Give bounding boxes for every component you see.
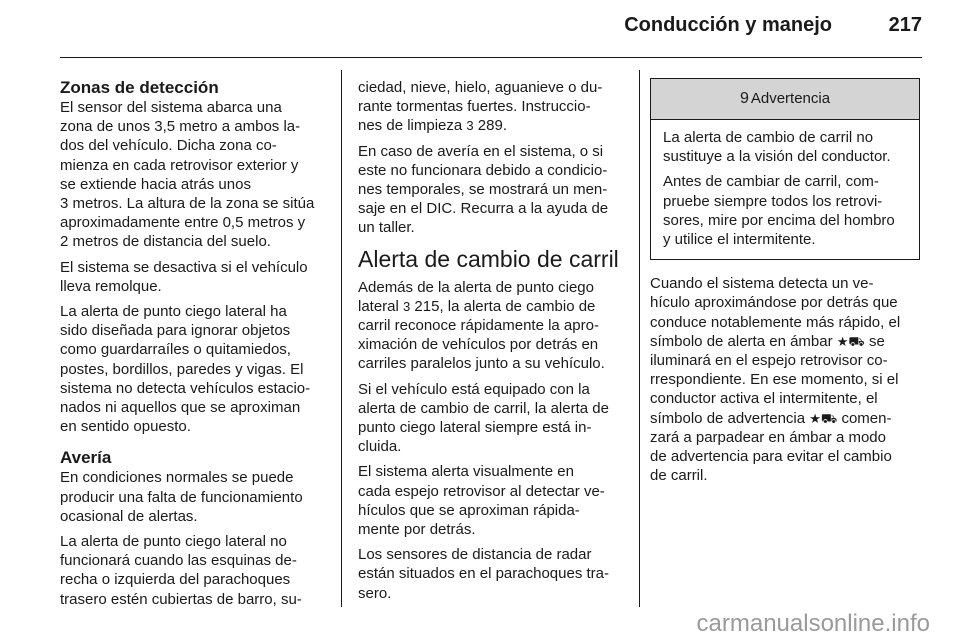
warning-header: [651, 79, 919, 120]
page-ref[interactable]: 215, la alerta de cambio de carril reconoce rápidamente la apro- ximación de vehículos por detrás en carriles paralelos junto a su vehículo.: [358, 297, 605, 373]
paragraph: En caso de avería en el sistema, o si este no funcionara debido a condicio- nes temporales, se mostrará un men- saje en el DIC. Recurra a la ayuda de un taller.: [358, 142, 609, 237]
paragraph: Los sensores de distancia de radar están situados en el parachoques tra- sero.: [358, 546, 609, 602]
paragraph: El sistema se desactiva si el vehículo lleva remolque.: [60, 258, 308, 295]
column-divider-1: [341, 70, 342, 607]
paragraph: La alerta de punto ciego lateral no funcionará cuando las esquinas de- recha o izquierda del parachoques trasero estén cubiertas de barro, su-: [60, 533, 302, 608]
warning-body: [651, 120, 919, 259]
paragraph: La alerta de punto ciego lateral ha sido diseñada para ignorar objetos como guardarraíles o quitamiedos, postes, bordillos, paredes y vigas. El sistema no detecta vehículos estacio- nados ni aquellos que se aproximan en sentido opuesto.: [60, 303, 311, 436]
heading-fault: Avería: [60, 448, 112, 468]
warning-icon: 9: [739, 90, 749, 108]
page-header-title: Conducción y manejo: [624, 14, 832, 36]
paragraph-text: ciedad, nieve, hielo, aguanieve o du- rante tormentas fuertes. Instruccio- nes de limpieza: [358, 79, 603, 135]
paragraph: En condiciones normales se puede producir una falta de funcionamiento ocasional de alertas.: [60, 469, 303, 525]
paragraph-text: Además de la alerta de punto ciego lateral: [358, 278, 594, 315]
paragraph: [650, 274, 920, 485]
paragraph-text: comen- zará a parpadear en ámbar a modo de advertencia para evitar el cambio de carril.: [650, 409, 892, 485]
warning-box: [650, 78, 920, 260]
lane-alert-icon: ★⛟: [836, 333, 865, 349]
column-2: [358, 78, 628, 609]
watermark: carmanualsonline.info: [696, 610, 930, 637]
paragraph: Si el vehículo está equipado con la alerta de cambio de carril, la alerta de punto ciego lateral siempre está in- cluida.: [358, 380, 609, 456]
page-number: 217: [888, 14, 922, 36]
reference-arrow-icon: 3: [466, 118, 474, 134]
warning-paragraph: La alerta de cambio de carril no sustituye a la visión del conductor.: [663, 129, 891, 166]
paragraph-text: Cuando el sistema detecta un ve- hículo aproximándose por detrás que conduce notablemente más rápido, el símbolo de alerta en ámbar: [650, 275, 901, 350]
paragraph: El sistema alerta visualmente en cada espejo retrovisor al detectar ve- hículos que se aproximan rápida- mente por detrás.: [358, 463, 605, 539]
heading-detection-zones: Zonas de detección: [60, 78, 219, 97]
lane-alert-icon: ★⛟: [809, 410, 838, 426]
column-3: [650, 78, 920, 491]
column-1: [60, 78, 330, 615]
header-rule: [60, 57, 922, 58]
column-divider-2: [639, 70, 640, 607]
paragraph: [358, 278, 628, 374]
reference-arrow-icon: 3: [403, 298, 411, 314]
paragraph: El sensor del sistema abarca una zona de unos 3,5 metro a ambos la- dos del vehículo. Dicha zona co- mienza en cada retrovisor exterior y se extiende hacia atrás unos 3 metros. La altura de la zona se sitúa aproximadamente entre 0,5 metros y 2 metros de distancia del suelo.: [60, 99, 315, 251]
paragraph: [358, 78, 628, 136]
warning-title: Advertencia: [750, 90, 831, 108]
page-ref[interactable]: 289.: [473, 117, 508, 135]
heading-lane-change-alert: Alerta de cambio de carril: [358, 245, 619, 272]
paragraph-text: se iluminará en el espejo retrovisor co- rrespondiente. En ese momento, si el conductor activa el intermitente, el símbolo de advertencia: [650, 332, 899, 427]
warning-paragraph: Antes de cambiar de carril, com- pruebe siempre todos los retrovi- sores, mire por encima del hombro y utilice el intermitente.: [663, 173, 895, 249]
